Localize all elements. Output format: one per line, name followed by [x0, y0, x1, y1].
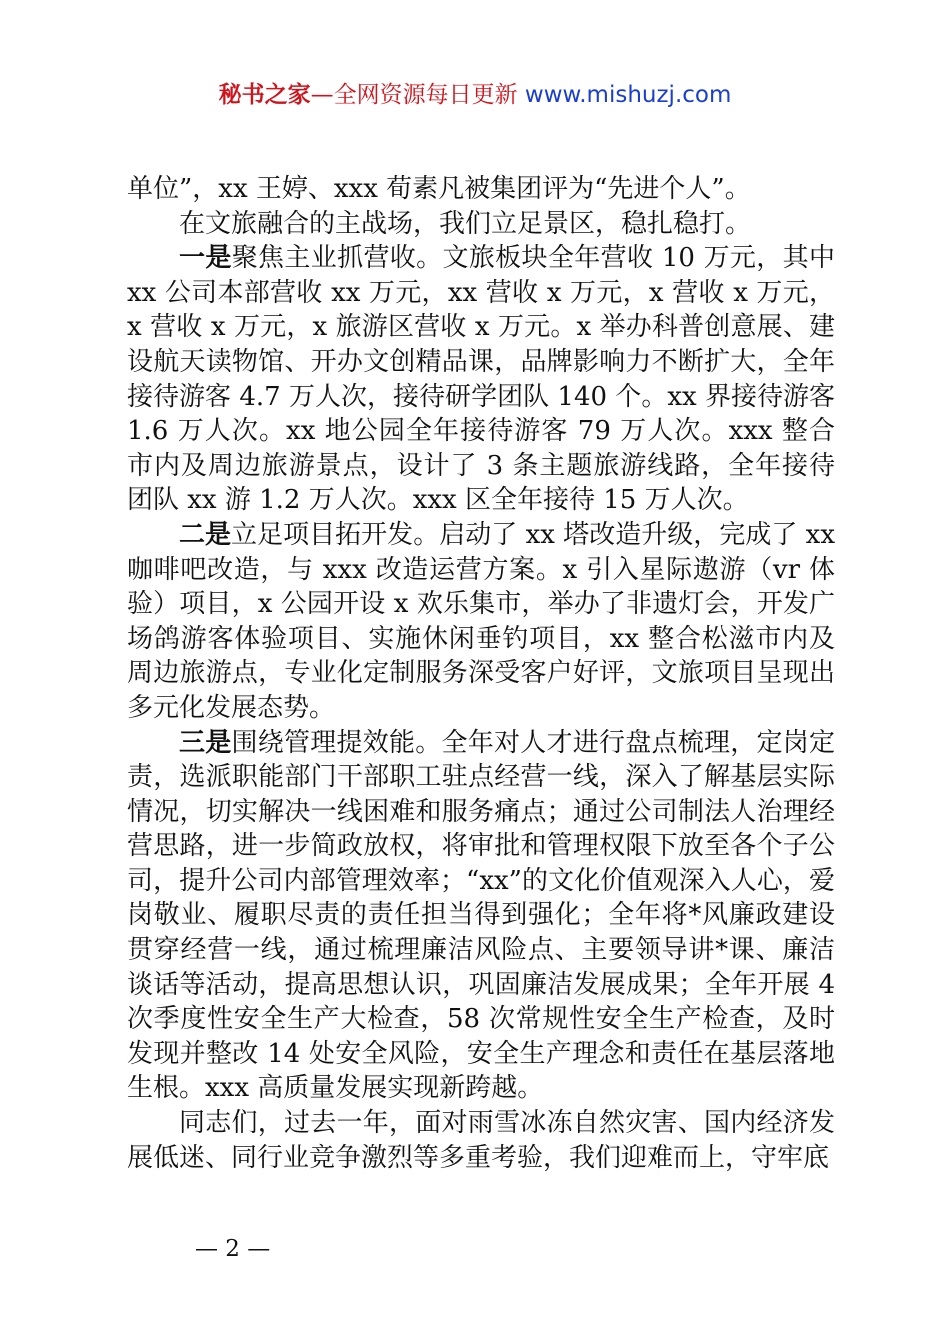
paragraph-lead: 一是 — [179, 243, 232, 274]
header-slogan: —全网资源每日更新 — [310, 82, 525, 108]
paragraph-point-two — [127, 518, 835, 726]
document-body — [127, 172, 835, 1175]
paragraph-text: 同志们，过去一年，面对雨雪冰冻自然灾害、国内经济发展低迷、同行业竞争激烈等多重考验，我们迎难而上，守牢底 — [127, 1108, 835, 1173]
paragraph-text: 聚焦主业抓营收。文旅板块全年营收 10 万元，其中 xx 公司本部营收 xx 万元，xx 营收 x 万元，x 营收 x 万元，x 营收 x 万元，x 旅游区营收 x 万元。x 举办科普创意展、建设航天读物馆、开办文创精品课，品牌影响力不断扩大，全年接待游客 4.7 万人次，接待研学团队 140 个。xx 界接待游客 1.6 万人次。xx 地公园全年接待游客 79 万人次。xxx 整合市内及周边旅游景点，设计了 3 条主题旅游线路，全年接待团队 xx 游 1.2 万人次。xxx 区全年接待 15 万人次。 — [127, 243, 835, 516]
paragraph-point-one — [127, 241, 835, 518]
paragraph-text: 立足项目拓开发。启动了 xx 塔改造升级，完成了 xx 咖啡吧改造，与 xxx 改造运营方案。x 引入星际遨游（vr 体验）项目，x 公园开设 x 欢乐集市，举办了非遗灯会，开发广场鸽游客体验项目、实施休闲垂钓项目，xx 整合松滋市内及周边旅游点，专业化定制服务深受客户好评，文旅项目呈现出多元化发展态势。 — [127, 519, 835, 723]
paragraph-continuation — [127, 172, 835, 207]
paragraph-summary — [127, 1106, 835, 1175]
paragraph-point-three — [127, 726, 835, 1107]
header-brand: 秘书之家 — [218, 82, 311, 108]
paragraph-text: 单位”，xx 王婷、xxx 荀素凡被集团评为“先进个人”。 — [127, 174, 751, 204]
paragraph-lead: 二是 — [179, 519, 232, 550]
header-url-link[interactable]: www.mishuzj.com — [524, 82, 732, 108]
paragraph-lead: 三是 — [179, 727, 232, 758]
site-header — [0, 80, 950, 110]
paragraph-intro — [127, 207, 835, 242]
paragraph-text: 在文旅融合的主战场，我们立足景区，稳扎稳打。 — [179, 208, 752, 239]
page-number: — 2 — — [195, 1236, 271, 1262]
paragraph-text: 围绕管理提效能。全年对人才进行盘点梳理，定岗定责，选派职能部门干部职工驻点经营一线，深入了解基层实际情况，切实解决一线困难和服务痛点；通过公司制法人治理经营思路，进一步简政放权，将审批和管理权限下放至各个子公司，提升公司内部管理效率；“xx”的文化价值观深入人心，爱岗敬业、履职尽责的责任担当得到强化；全年将*风廉政建设贯穿经营一线，通过梳理廉洁风险点、主要领导讲*课、廉洁谈话等活动，提高思想认识，巩固廉洁发展成果；全年开展 4 次季度性安全生产大检查，58 次常规性安全生产检查，及时发现并整改 14 处安全风险，安全生产理念和责任在基层落地生根。xxx 高质量发展实现新跨越。 — [127, 727, 835, 1104]
